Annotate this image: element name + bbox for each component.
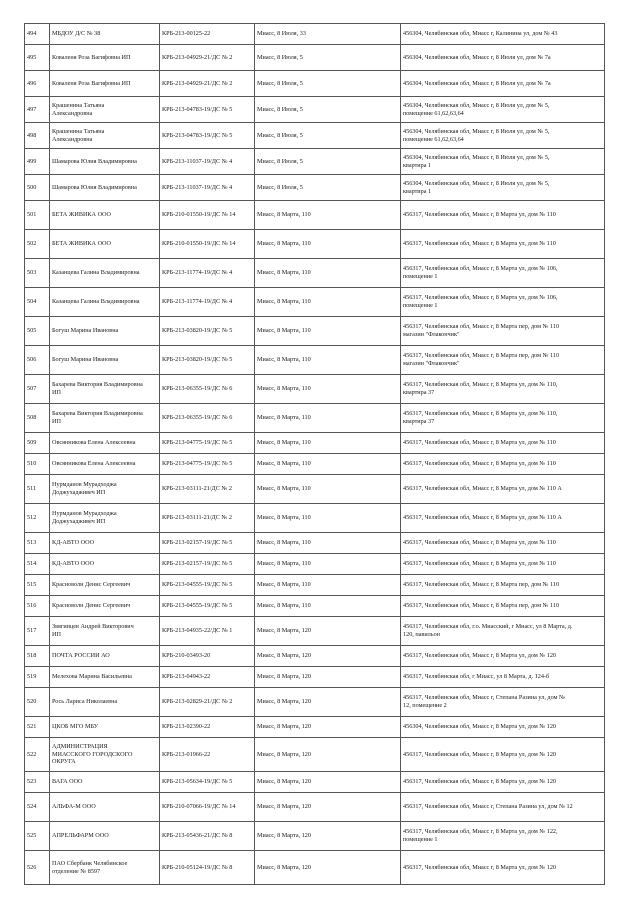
organization-name-cell: АДМИНИСТРАЦИЯ МИАССКОГО ГОРОДСКОГО ОКРУГА xyxy=(50,738,160,772)
object-address-cell: Миасс, 8 Марта, 120 xyxy=(255,667,401,688)
document-number-cell: КРБ-213-03111-21/ДС № 2 xyxy=(160,504,255,533)
row-number-cell: 521 xyxy=(25,717,50,738)
organization-name-cell: Нурмданов Мурадходжа Доджухадживеч ИП xyxy=(50,475,160,504)
row-number-cell: 520 xyxy=(25,688,50,717)
object-address-cell: Миасс, 8 Марта, 110 xyxy=(255,475,401,504)
table-row xyxy=(25,504,605,533)
row-number-cell: 518 xyxy=(25,646,50,667)
legal-address-cell: 456317, Челябинская обл, Миасс г, 8 Марта ул, дом № 110 xyxy=(401,454,605,475)
object-address-cell: Миасс, 8 Марта, 110 xyxy=(255,404,401,433)
organization-name-cell: Шамарова Юлия Владимировна xyxy=(50,175,160,201)
table-row xyxy=(25,71,605,97)
legal-address-cell: 456317, Челябинская обл, Миасс г, Степана Разина ул, дом № 12, помещение 2 xyxy=(401,688,605,717)
legal-address-cell: 456317, Челябинская обл, Миасс г, 8 Марта ул, дом № 106, помещение 1 xyxy=(401,288,605,317)
object-address-cell: Миасс, 8 Марта, 110 xyxy=(255,375,401,404)
row-number-cell: 495 xyxy=(25,45,50,71)
row-number-cell: 519 xyxy=(25,667,50,688)
row-number-cell: 505 xyxy=(25,317,50,346)
row-number-cell: 502 xyxy=(25,230,50,259)
legal-address-cell: 456317, Челябинская обл, Миасс г, 8 Марта ул, дом № 110 xyxy=(401,433,605,454)
organization-name-cell: Нурмданов Мурадходжа Доджухадживеч ИП xyxy=(50,504,160,533)
table-row xyxy=(25,346,605,375)
row-number-cell: 515 xyxy=(25,575,50,596)
document-number-cell: КРБ-213-02390-22 xyxy=(160,717,255,738)
legal-address-cell: 456304, Челябинская обл, Миасс г, 8 Июля ул, дом № 5, квартира 1 xyxy=(401,175,605,201)
document-number-cell: КРБ-213-02157-19/ДС № 5 xyxy=(160,533,255,554)
document-number-cell: КРБ-213-02829-21/ДС № 2 xyxy=(160,688,255,717)
row-number-cell: 494 xyxy=(25,24,50,45)
document-number-cell: КРБ-213-04943-22 xyxy=(160,667,255,688)
row-number-cell: 511 xyxy=(25,475,50,504)
row-number-cell: 507 xyxy=(25,375,50,404)
row-number-cell: 509 xyxy=(25,433,50,454)
row-number-cell: 524 xyxy=(25,793,50,822)
object-address-cell: Миасс, 8 Марта, 120 xyxy=(255,688,401,717)
table-row xyxy=(25,45,605,71)
table-row xyxy=(25,24,605,45)
row-number-cell: 501 xyxy=(25,201,50,230)
object-address-cell: Миасс, 8 Июля, 5 xyxy=(255,45,401,71)
legal-address-cell: 456317, Челябинская обл, Миасс г, 8 Марта ул, дом № 120 xyxy=(401,851,605,885)
organization-name-cell: Красноволн Денис Сергеевич xyxy=(50,596,160,617)
document-number-cell: КРБ-213-06355-19/ДС № 6 xyxy=(160,404,255,433)
document-number-cell: КРБ-213-05634-19/ДС № 5 xyxy=(160,772,255,793)
document-number-cell: КРБ-210-01550-19/ДС № 14 xyxy=(160,201,255,230)
document-number-cell: КРБ-213-00125-22 xyxy=(160,24,255,45)
object-address-cell: Миасс, 8 Июля, 5 xyxy=(255,149,401,175)
object-address-cell: Миасс, 8 Марта, 110 xyxy=(255,259,401,288)
row-number-cell: 513 xyxy=(25,533,50,554)
document-number-cell: КРБ-213-05436-21/ДС № 8 xyxy=(160,822,255,851)
object-address-cell: Миасс, 8 Марта, 120 xyxy=(255,738,401,772)
document-number-cell: КРБ-213-04783-19/ДС № 5 xyxy=(160,123,255,149)
document-number-cell: КРБ-213-03820-19/ДС № 5 xyxy=(160,346,255,375)
object-address-cell: Миасс, 8 Марта, 110 xyxy=(255,288,401,317)
legal-address-cell: 456317, Челябинская обл, Миасс г, 8 Марта ул, дом № 120 xyxy=(401,646,605,667)
table-row xyxy=(25,793,605,822)
organization-name-cell: ВАГА ООО xyxy=(50,772,160,793)
organization-name-cell: Коваленя Роза Вагифовна ИП xyxy=(50,45,160,71)
object-address-cell: Миасс, 8 Марта, 120 xyxy=(255,793,401,822)
object-address-cell: Миасс, 8 Марта, 120 xyxy=(255,772,401,793)
table-row xyxy=(25,772,605,793)
table-row xyxy=(25,617,605,646)
row-number-cell: 503 xyxy=(25,259,50,288)
table-row xyxy=(25,822,605,851)
row-number-cell: 516 xyxy=(25,596,50,617)
table-row xyxy=(25,375,605,404)
row-number-cell: 498 xyxy=(25,123,50,149)
row-number-cell: 523 xyxy=(25,772,50,793)
object-address-cell: Миасс, 8 Марта, 110 xyxy=(255,454,401,475)
document-number-cell: КРБ-213-04935-22/ДС № 1 xyxy=(160,617,255,646)
legal-address-cell: 456304, Челябинская обл, Миасс г, 8 Июля ул, дом № 5, помещение 61,62,63,64 xyxy=(401,123,605,149)
legal-address-cell: 456304, Челябинская обл, Миасс г, Калинина ул, дом № 43 xyxy=(401,24,605,45)
object-address-cell: Миасс, 8 Марта, 110 xyxy=(255,596,401,617)
object-address-cell: Миасс, 8 Марта, 110 xyxy=(255,533,401,554)
object-address-cell: Миасс, 8 Марта, 110 xyxy=(255,230,401,259)
table-row xyxy=(25,123,605,149)
table-row xyxy=(25,288,605,317)
document-number-cell: КРБ-210-07066-19/ДС № 14 xyxy=(160,793,255,822)
legal-address-cell: 456317, Челябинская обл, г Миасс, ул 8 Марта, д. 124-б xyxy=(401,667,605,688)
table-row xyxy=(25,149,605,175)
registry-table-body xyxy=(25,24,605,885)
document-number-cell: КРБ-213-04775-19/ДС № 5 xyxy=(160,433,255,454)
organization-name-cell: Красноволн Денис Сергеевич xyxy=(50,575,160,596)
legal-address-cell: 456317, Челябинская обл, Миасс г, 8 Марта ул, дом № 110 xyxy=(401,533,605,554)
table-row xyxy=(25,433,605,454)
row-number-cell: 522 xyxy=(25,738,50,772)
legal-address-cell: 456304, Челябинская обл, Миасс г, 8 Июля ул, дом № 7а xyxy=(401,45,605,71)
row-number-cell: 510 xyxy=(25,454,50,475)
organization-name-cell: Мелехова Марина Васильевна xyxy=(50,667,160,688)
organization-name-cell: Бахарева Виктория Владимировна ИП xyxy=(50,404,160,433)
object-address-cell: Миасс, 8 Марта, 120 xyxy=(255,851,401,885)
document-number-cell: КРБ-213-04775-19/ДС № 5 xyxy=(160,454,255,475)
object-address-cell: Миасс, 8 Марта, 110 xyxy=(255,433,401,454)
legal-address-cell: 456317, Челябинская обл, Миасс г, 8 Марта пер, дом № 110 xyxy=(401,575,605,596)
object-address-cell: Миасс, 8 Июля, 5 xyxy=(255,71,401,97)
object-address-cell: Миасс, 8 Марта, 110 xyxy=(255,317,401,346)
legal-address-cell: 456317, Челябинская обл, Миасс г, 8 Марта ул, дом № 110 xyxy=(401,554,605,575)
legal-address-cell: 456317, Челябинская обл, Миасс г, 8 Марта ул, дом № 120 xyxy=(401,772,605,793)
organization-name-cell: Бахарева Виктория Владимировна ИП xyxy=(50,375,160,404)
row-number-cell: 526 xyxy=(25,851,50,885)
object-address-cell: Миасс, 8 Июля, 33 xyxy=(255,24,401,45)
legal-address-cell: 456304, Челябинская обл, Миасс г, 8 Марта ул, дом № 120 xyxy=(401,717,605,738)
legal-address-cell: 456317, Челябинская обл, Миасс г, 8 Марта ул, дом № 106, помещение 1 xyxy=(401,259,605,288)
document-number-cell: КРБ-213-11774-19/ДС № 4 xyxy=(160,259,255,288)
table-row xyxy=(25,646,605,667)
document-number-cell: КРБ-213-03820-19/ДС № 5 xyxy=(160,317,255,346)
organization-name-cell: Коваленя Роза Вагифовна ИП xyxy=(50,71,160,97)
object-address-cell: Миасс, 8 Июля, 5 xyxy=(255,175,401,201)
legal-address-cell: 456304, Челябинская обл, Миасс г, 8 Июля ул, дом № 5, квартира 1 xyxy=(401,149,605,175)
legal-address-cell: 456317, Челябинская обл, Миасс г, 8 Марта ул, дом № 110, квартира 37 xyxy=(401,404,605,433)
document-number-cell: КРБ-210-01550-19/ДС № 14 xyxy=(160,230,255,259)
object-address-cell: Миасс, 8 Июля, 5 xyxy=(255,123,401,149)
table-row xyxy=(25,475,605,504)
organization-name-cell: БЕТА ЖИВИКА ООО xyxy=(50,201,160,230)
document-number-cell: КРБ-213-11774-19/ДС № 4 xyxy=(160,288,255,317)
row-number-cell: 508 xyxy=(25,404,50,433)
table-row xyxy=(25,317,605,346)
organization-name-cell: БЕТА ЖИВИКА ООО xyxy=(50,230,160,259)
legal-address-cell: 456317, Челябинская обл, Миасс г, 8 Марта пер, дом № 110 магазин "Флакончик" xyxy=(401,346,605,375)
table-row xyxy=(25,230,605,259)
table-row xyxy=(25,851,605,885)
document-number-cell: КРБ-210-05124-19/ДС № 8 xyxy=(160,851,255,885)
table-row xyxy=(25,533,605,554)
legal-address-cell: 456317, Челябинская обл, Миасс г, 8 Марта ул, дом № 110 xyxy=(401,201,605,230)
table-row xyxy=(25,738,605,772)
document-page xyxy=(24,23,604,885)
table-row xyxy=(25,575,605,596)
organization-name-cell: Рось Лариса Николаевна xyxy=(50,688,160,717)
object-address-cell: Миасс, 8 Марта, 110 xyxy=(255,575,401,596)
row-number-cell: 499 xyxy=(25,149,50,175)
table-row xyxy=(25,667,605,688)
organization-name-cell: Овсянникова Елена Алексеевна xyxy=(50,454,160,475)
row-number-cell: 504 xyxy=(25,288,50,317)
organization-name-cell: ПОЧТА РОССИИ АО xyxy=(50,646,160,667)
row-number-cell: 517 xyxy=(25,617,50,646)
document-number-cell: КРБ-213-03111-21/ДС № 2 xyxy=(160,475,255,504)
organization-name-cell: Шамарова Юлия Владимировна xyxy=(50,149,160,175)
legal-address-cell: 456317, Челябинская обл, Миасс г, 8 Марта пер, дом № 110 xyxy=(401,596,605,617)
row-number-cell: 514 xyxy=(25,554,50,575)
organization-name-cell: ПАО Сбербанк Челябинское отделение № 8597 xyxy=(50,851,160,885)
legal-address-cell: 456304, Челябинская обл, Миасс г, 8 Июля ул, дом № 5, помещение 61,62,63,64 xyxy=(401,97,605,123)
row-number-cell: 500 xyxy=(25,175,50,201)
document-number-cell: КРБ-213-11037-19/ДС № 4 xyxy=(160,175,255,201)
row-number-cell: 525 xyxy=(25,822,50,851)
object-address-cell: Миасс, 8 Марта, 120 xyxy=(255,617,401,646)
organization-name-cell: Звягинцев Андрей Викторович ИП xyxy=(50,617,160,646)
row-number-cell: 506 xyxy=(25,346,50,375)
document-number-cell: КРБ-213-01966-22 xyxy=(160,738,255,772)
organization-name-cell: АПРЕЛЬФАРМ ООО xyxy=(50,822,160,851)
document-number-cell: КРБ-213-11037-19/ДС № 4 xyxy=(160,149,255,175)
organization-name-cell: Крашенина Татьяна Александровна xyxy=(50,97,160,123)
table-row xyxy=(25,717,605,738)
document-number-cell: КРБ-213-04929-21/ДС № 2 xyxy=(160,71,255,97)
legal-address-cell: 456317, Челябинская обл, Миасс г, Степана Разина ул, дом № 12 xyxy=(401,793,605,822)
table-row xyxy=(25,97,605,123)
object-address-cell: Миасс, 8 Марта, 110 xyxy=(255,504,401,533)
row-number-cell: 512 xyxy=(25,504,50,533)
organization-name-cell: КД-АВТО ООО xyxy=(50,554,160,575)
object-address-cell: Миасс, 8 Марта, 120 xyxy=(255,646,401,667)
table-row xyxy=(25,175,605,201)
organization-name-cell: АЛЬФА-М ООО xyxy=(50,793,160,822)
table-row xyxy=(25,404,605,433)
document-number-cell: КРБ-213-04555-19/ДС № 5 xyxy=(160,575,255,596)
legal-address-cell: 456304, Челябинская обл, Миасс г, 8 Июля ул, дом № 7а xyxy=(401,71,605,97)
object-address-cell: Миасс, 8 Марта, 120 xyxy=(255,822,401,851)
organization-name-cell: Богуш Марина Ивановна xyxy=(50,346,160,375)
organization-name-cell: КД-АВТО ООО xyxy=(50,533,160,554)
registry-table xyxy=(24,23,605,885)
document-number-cell: КРБ-213-04929-21/ДС № 2 xyxy=(160,45,255,71)
object-address-cell: Миасс, 8 Марта, 110 xyxy=(255,346,401,375)
object-address-cell: Миасс, 8 Марта, 120 xyxy=(255,717,401,738)
document-number-cell: КРБ-210-03493-20 xyxy=(160,646,255,667)
legal-address-cell: 456317, Челябинская обл, г.о. Миасский, г Миасс, ул 8 Марта, д. 120, павильон xyxy=(401,617,605,646)
legal-address-cell: 456317, Челябинская обл, Миасс г, 8 Марта ул, дом № 122, помещение 1 xyxy=(401,822,605,851)
table-row xyxy=(25,596,605,617)
organization-name-cell: ЦКОБ МГО МБУ xyxy=(50,717,160,738)
document-number-cell: КРБ-213-04555-19/ДС № 5 xyxy=(160,596,255,617)
organization-name-cell: Казанцева Галина Владимировна xyxy=(50,259,160,288)
object-address-cell: Миасс, 8 Марта, 110 xyxy=(255,201,401,230)
legal-address-cell: 456317, Челябинская обл, Миасс г, 8 Марта ул, дом № 110 А xyxy=(401,475,605,504)
organization-name-cell: Крашенина Татьяна Александровна xyxy=(50,123,160,149)
organization-name-cell: Овсянникова Елена Алексеевна xyxy=(50,433,160,454)
document-number-cell: КРБ-213-06355-19/ДС № 6 xyxy=(160,375,255,404)
legal-address-cell: 456317, Челябинская обл, Миасс г, 8 Марта ул, дом № 120 xyxy=(401,738,605,772)
organization-name-cell: Казанцева Галина Владимировна xyxy=(50,288,160,317)
object-address-cell: Миасс, 8 Марта, 110 xyxy=(255,554,401,575)
table-row xyxy=(25,259,605,288)
legal-address-cell: 456317, Челябинская обл, Миасс г, 8 Марта ул, дом № 110 xyxy=(401,230,605,259)
legal-address-cell: 456317, Челябинская обл, Миасс г, 8 Марта ул, дом № 110 А xyxy=(401,504,605,533)
table-row xyxy=(25,688,605,717)
table-row xyxy=(25,454,605,475)
table-row xyxy=(25,201,605,230)
row-number-cell: 497 xyxy=(25,97,50,123)
document-number-cell: КРБ-213-02157-19/ДС № 5 xyxy=(160,554,255,575)
row-number-cell: 496 xyxy=(25,71,50,97)
legal-address-cell: 456317, Челябинская обл, Миасс г, 8 Марта ул, дом № 110, квартира 37 xyxy=(401,375,605,404)
document-number-cell: КРБ-213-04783-19/ДС № 5 xyxy=(160,97,255,123)
organization-name-cell: Богуш Марина Ивановна xyxy=(50,317,160,346)
organization-name-cell: МБДОУ Д/С № 38 xyxy=(50,24,160,45)
object-address-cell: Миасс, 8 Июля, 5 xyxy=(255,97,401,123)
table-row xyxy=(25,554,605,575)
legal-address-cell: 456317, Челябинская обл, Миасс г, 8 Марта пер, дом № 110 магазин "Флакончик" xyxy=(401,317,605,346)
